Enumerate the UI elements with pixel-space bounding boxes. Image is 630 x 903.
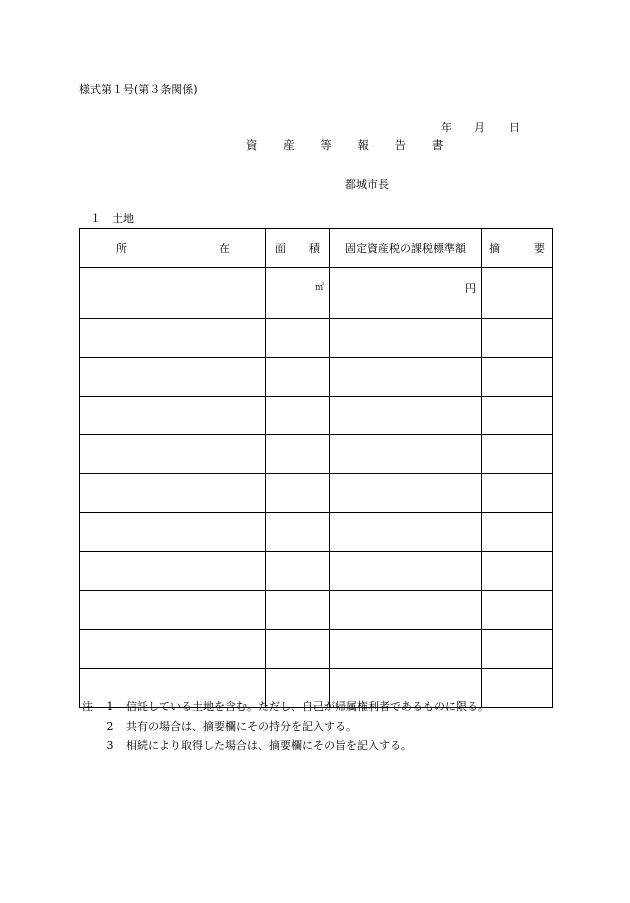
standard-value-cell[interactable] — [330, 552, 482, 591]
remarks-cell[interactable] — [482, 267, 553, 318]
area-cell[interactable] — [266, 357, 330, 396]
table-row — [80, 629, 553, 668]
note-item — [82, 697, 489, 717]
remarks-cell[interactable] — [482, 396, 553, 435]
note-item — [82, 736, 489, 756]
table-row — [80, 357, 553, 396]
header-location-right: 在 — [219, 241, 230, 255]
location-cell[interactable] — [80, 318, 266, 357]
note-number: 1 — [106, 700, 114, 713]
notes-lead: 注 — [82, 700, 93, 713]
standard-value-cell[interactable] — [330, 435, 482, 474]
note-number: 3 — [106, 739, 114, 752]
location-cell[interactable] — [80, 267, 266, 318]
table-row — [80, 552, 553, 591]
table-row — [80, 318, 553, 357]
header-location-left: 所 — [116, 241, 127, 255]
area-cell[interactable] — [266, 267, 330, 318]
form-number: 様式第１号(第３条関係) — [79, 83, 198, 96]
location-cell[interactable] — [80, 591, 266, 630]
header-area — [266, 229, 330, 268]
land-table — [79, 228, 553, 708]
area-cell[interactable] — [266, 435, 330, 474]
remarks-cell[interactable] — [482, 668, 553, 707]
header-standard-value-label: 固定資産税の課税標準額 — [345, 241, 466, 255]
standard-value-cell[interactable] — [330, 357, 482, 396]
remarks-cell[interactable] — [482, 629, 553, 668]
area-cell[interactable] — [266, 629, 330, 668]
table-row — [80, 474, 553, 513]
standard-value-cell[interactable] — [330, 396, 482, 435]
remarks-cell[interactable] — [482, 357, 553, 396]
date-line — [441, 119, 520, 135]
area-cell[interactable] — [266, 552, 330, 591]
area-unit: ㎡ — [314, 282, 324, 293]
location-cell[interactable] — [80, 552, 266, 591]
value-unit: 円 — [465, 281, 476, 295]
location-cell[interactable] — [80, 357, 266, 396]
header-remarks-right: 要 — [534, 241, 545, 255]
location-cell[interactable] — [80, 435, 266, 474]
note-item — [82, 717, 489, 737]
remarks-cell[interactable] — [482, 513, 553, 552]
header-standard-value — [330, 229, 482, 268]
standard-value-cell[interactable] — [330, 629, 482, 668]
standard-value-cell[interactable] — [330, 513, 482, 552]
header-remarks-left: 摘 — [489, 241, 500, 255]
addressee: 都城市長 — [345, 178, 389, 191]
standard-value-cell[interactable] — [330, 318, 482, 357]
table-row — [80, 513, 553, 552]
location-cell[interactable] — [80, 513, 266, 552]
remarks-cell[interactable] — [482, 318, 553, 357]
note-text: 信託している土地を含む。ただし、自己が帰属権利者であるものに限る。 — [126, 700, 489, 713]
table-row — [80, 591, 553, 630]
note-number: 2 — [106, 719, 114, 733]
area-cell[interactable] — [266, 591, 330, 630]
remarks-cell[interactable] — [482, 435, 553, 474]
area-cell[interactable] — [266, 513, 330, 552]
table-header-row — [80, 229, 553, 268]
table-row — [80, 396, 553, 435]
location-cell[interactable] — [80, 474, 266, 513]
remarks-cell[interactable] — [482, 474, 553, 513]
standard-value-cell[interactable] — [330, 267, 482, 318]
note-text: 相続により取得した場合は、摘要欄にその旨を記入する。 — [126, 739, 412, 752]
header-area-right: 積 — [309, 241, 320, 255]
header-location — [80, 229, 266, 268]
remarks-cell[interactable] — [482, 591, 553, 630]
remarks-cell[interactable] — [482, 552, 553, 591]
date-year-label: 年 — [441, 121, 452, 134]
table-row — [80, 435, 553, 474]
section-heading: １ 土地 — [90, 212, 134, 225]
area-cell[interactable] — [266, 318, 330, 357]
header-remarks — [482, 229, 553, 268]
area-cell[interactable] — [266, 474, 330, 513]
area-cell[interactable] — [266, 396, 330, 435]
notes — [82, 697, 489, 756]
standard-value-cell[interactable] — [330, 474, 482, 513]
date-day-label: 日 — [509, 121, 520, 134]
header-area-left: 面 — [275, 241, 286, 255]
location-cell[interactable] — [80, 396, 266, 435]
document-title: 資 産 等 報 告 書 — [246, 138, 455, 152]
standard-value-cell[interactable] — [330, 591, 482, 630]
location-cell[interactable] — [80, 629, 266, 668]
table-row — [80, 267, 553, 318]
note-text: 共有の場合は、摘要欄にその持分を記入する。 — [126, 719, 357, 733]
date-month-label: 月 — [474, 121, 485, 134]
